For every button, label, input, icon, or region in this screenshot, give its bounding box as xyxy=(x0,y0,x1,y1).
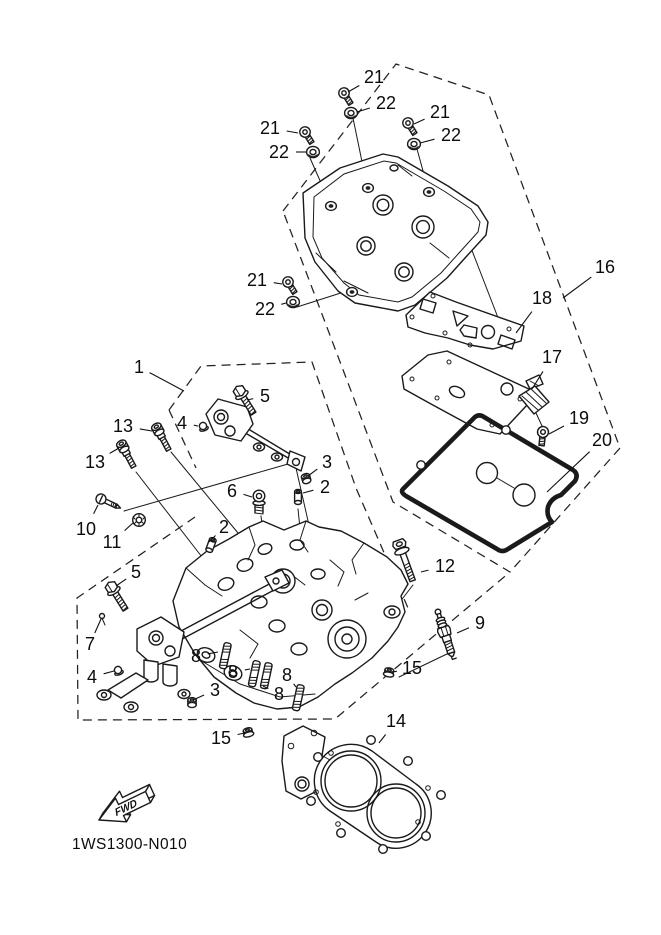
callout-label-8: 8 xyxy=(273,684,285,704)
callout-label-11: 11 xyxy=(102,532,122,552)
drawing-code: 1WS1300-N010 xyxy=(72,836,188,853)
callout-leader-21 xyxy=(348,86,359,93)
bolt-13a xyxy=(150,422,173,453)
bolt-5b xyxy=(103,579,132,614)
callout-label-6: 6 xyxy=(226,481,238,501)
callout-leader-1 xyxy=(150,373,184,391)
callout-leader-21 xyxy=(274,283,282,284)
callout-label-3: 3 xyxy=(321,452,333,472)
callout-leader-9 xyxy=(457,628,469,633)
callout-label-4: 4 xyxy=(86,667,98,687)
callout-label-8: 8 xyxy=(190,646,202,666)
nut-15b xyxy=(383,667,395,678)
cap-4a xyxy=(198,421,209,432)
callout-label-2: 2 xyxy=(218,517,230,537)
bolt-21d xyxy=(281,275,299,296)
callout-label-5: 5 xyxy=(130,562,142,582)
callout-leader-13 xyxy=(140,429,152,431)
callout-leader-22 xyxy=(357,108,370,112)
callout-label-21: 21 xyxy=(259,118,281,138)
washer-11 xyxy=(133,514,146,527)
callout-label-5: 5 xyxy=(259,386,271,406)
callout-leader-21 xyxy=(287,131,298,133)
callout-label-14: 14 xyxy=(385,711,407,731)
callout-label-15: 15 xyxy=(210,728,232,748)
callout-leader-4 xyxy=(194,425,198,426)
callout-leader-3 xyxy=(308,469,317,476)
bolt-13b xyxy=(115,439,138,470)
callout-label-10: 10 xyxy=(75,519,97,539)
grommet-22b xyxy=(408,138,421,149)
callout-label-22: 22 xyxy=(254,299,276,319)
valve-cover-gasket-drawing xyxy=(402,415,577,551)
head-gasket-drawing xyxy=(282,726,445,853)
callout-leader-2 xyxy=(303,490,313,493)
callout-leader-22 xyxy=(281,303,286,304)
grommet-22a xyxy=(345,107,358,118)
callout-leader-6 xyxy=(244,494,253,497)
callout-label-17: 17 xyxy=(541,347,563,367)
callout-label-1: 1 xyxy=(133,357,145,377)
camshaft-assembly-1-drawing xyxy=(198,383,305,471)
callout-leader-12 xyxy=(421,570,429,572)
callout-label-22: 22 xyxy=(268,142,290,162)
callout-leader-7 xyxy=(95,619,101,633)
screw-10 xyxy=(94,492,122,512)
callout-leader-10 xyxy=(94,505,98,514)
callout-leader-14 xyxy=(379,735,386,744)
breather-plate-drawing xyxy=(406,292,524,349)
callout-label-3: 3 xyxy=(209,680,221,700)
grommet-22d xyxy=(287,296,300,307)
callout-label-21: 21 xyxy=(429,102,451,122)
callout-label-9: 9 xyxy=(474,613,486,633)
callout-label-21: 21 xyxy=(363,67,385,87)
callout-leader-19 xyxy=(549,426,564,434)
bolt-21b xyxy=(401,116,419,137)
callout-label-13: 13 xyxy=(112,416,134,436)
callout-leader-22 xyxy=(420,139,435,143)
dowel-2a xyxy=(295,490,302,505)
bolt-6 xyxy=(253,490,265,514)
cap-4b xyxy=(113,665,124,676)
callout-leader-5 xyxy=(116,579,126,586)
callout-leader-11 xyxy=(125,523,133,531)
callout-label-20: 20 xyxy=(591,430,613,450)
bolt-19 xyxy=(536,426,549,446)
callout-label-18: 18 xyxy=(531,288,553,308)
callout-label-16: 16 xyxy=(594,257,616,277)
valve-cover-drawing xyxy=(303,154,488,311)
callout-label-12: 12 xyxy=(434,556,456,576)
callout-leader-13 xyxy=(110,448,119,453)
callout-label-8: 8 xyxy=(281,665,293,685)
fwd-label: FWD xyxy=(113,797,139,820)
callout-leader-16 xyxy=(563,277,591,298)
callout-leader-4 xyxy=(104,671,114,674)
inner-plate-drawing xyxy=(402,351,531,434)
callout-label-8: 8 xyxy=(227,662,239,682)
callout-label-15: 15 xyxy=(401,658,423,678)
callout-label-4: 4 xyxy=(176,413,188,433)
callout-label-7: 7 xyxy=(84,634,96,654)
callout-label-22: 22 xyxy=(375,93,397,113)
callout-label-13: 13 xyxy=(84,452,106,472)
callout-label-19: 19 xyxy=(568,408,590,428)
callout-leader-15 xyxy=(393,671,397,672)
nut-15a xyxy=(242,727,254,738)
callout-leader-21 xyxy=(414,119,425,124)
bolt-21c xyxy=(298,125,316,146)
fwd-arrow xyxy=(99,785,155,822)
callout-label-2: 2 xyxy=(319,477,331,497)
grommet-22c xyxy=(307,146,320,157)
callout-label-22: 22 xyxy=(440,125,462,145)
callout-label-21: 21 xyxy=(246,270,268,290)
